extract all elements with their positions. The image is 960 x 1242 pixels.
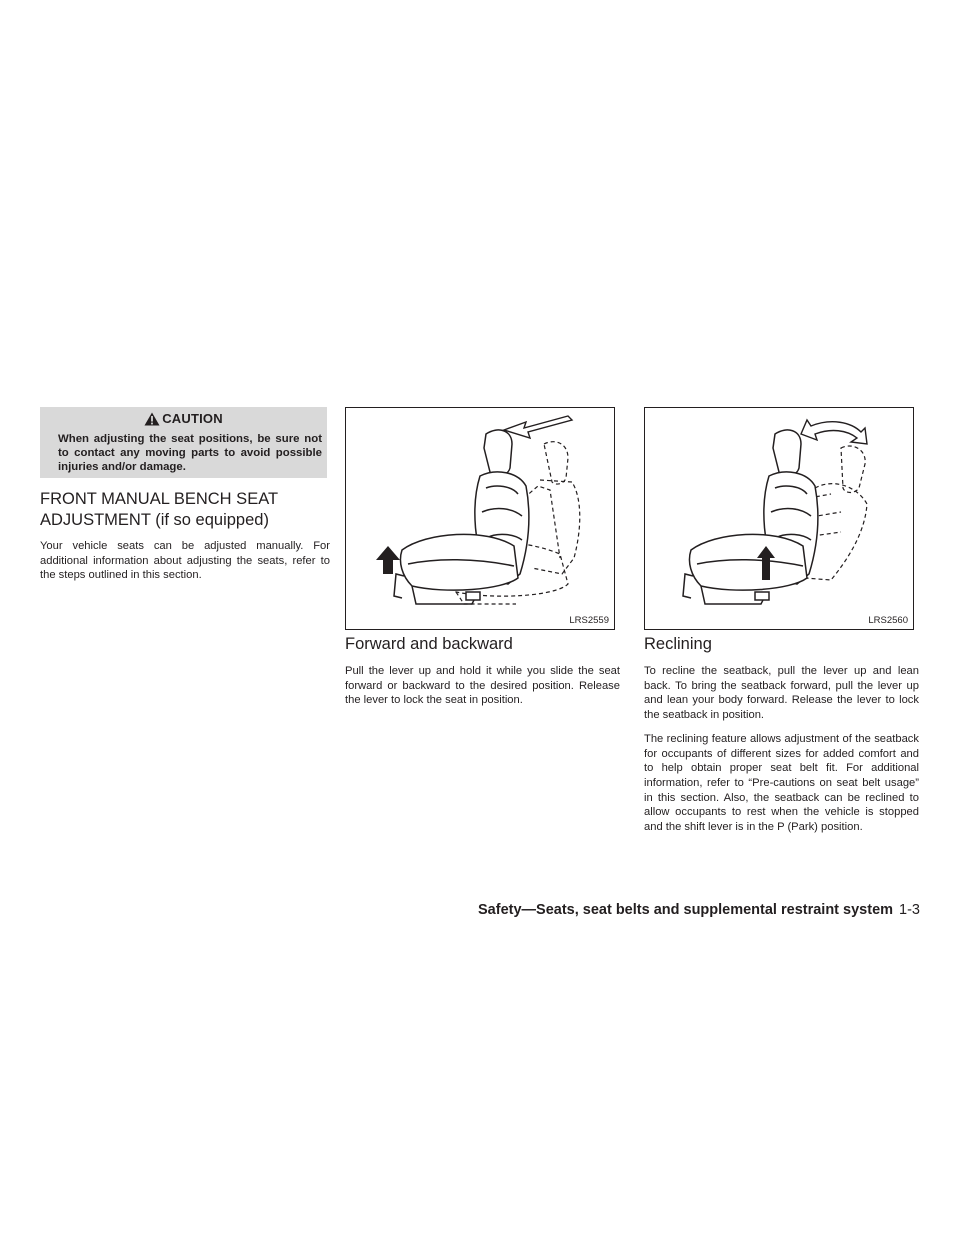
caution-heading: [40, 411, 327, 426]
figure-label: LRS2560: [868, 615, 908, 626]
seat-slide-illustration: [346, 408, 614, 608]
up-arrow-icon: [376, 546, 400, 574]
forward-block: [345, 664, 620, 717]
double-arrow-icon: [504, 416, 572, 438]
reclining-block: [644, 664, 919, 844]
reclining-text-1: To recline the seatback, pull the lever up and lean back. To bring the seatback forward, pull the lever up and lean your body forward. Release the lever to lock the seatback in position.: [644, 665, 919, 722]
reclining-heading: Reclining: [644, 635, 712, 653]
caution-text: When adjusting the seat positions, be sure not to contact any moving parts to avoid possible injuries and/or damage.: [58, 433, 322, 473]
warning-triangle-icon: [144, 412, 160, 426]
section-intro-block: [40, 539, 330, 592]
reclining-text-2: The reclining feature allows adjustment of the seatback for occupants of different sizes for added comfort and to help obtain proper seat belt fit. For additional information, refer to “Pre-cautions on seat belt usage” in this section. Also, the seatback can be reclined to allow occupants to rest when the vehicle is stopped and the shift lever is in the P (Park) position.: [644, 732, 919, 834]
caution-box: [40, 407, 327, 478]
page-footer: [478, 902, 920, 918]
seat-recline-illustration: [645, 408, 913, 608]
footer-title: Safety—Seats, seat belts and supplemental restraint system: [478, 902, 894, 918]
section-intro: Your vehicle seats can be adjusted manually. For additional information about adjusting the seats, refer to the steps outlined in this section.: [40, 540, 330, 582]
section-heading-line2: ADJUSTMENT (if so equipped): [40, 511, 269, 529]
figure-forward-backward: [345, 407, 615, 630]
page-number: 1-3: [899, 902, 920, 918]
double-arrow-icon: [801, 420, 867, 444]
section-heading-line1: FRONT MANUAL BENCH SEAT: [40, 490, 279, 508]
figure-reclining: [644, 407, 914, 630]
caution-heading-text: CAUTION: [162, 411, 223, 426]
section-heading: [40, 489, 330, 531]
forward-heading: Forward and backward: [345, 635, 513, 653]
figure-label: LRS2559: [569, 615, 609, 626]
forward-text: Pull the lever up and hold it while you slide the seat forward or backward to the desired position. Release the lever to lock the seat in position.: [345, 665, 620, 707]
